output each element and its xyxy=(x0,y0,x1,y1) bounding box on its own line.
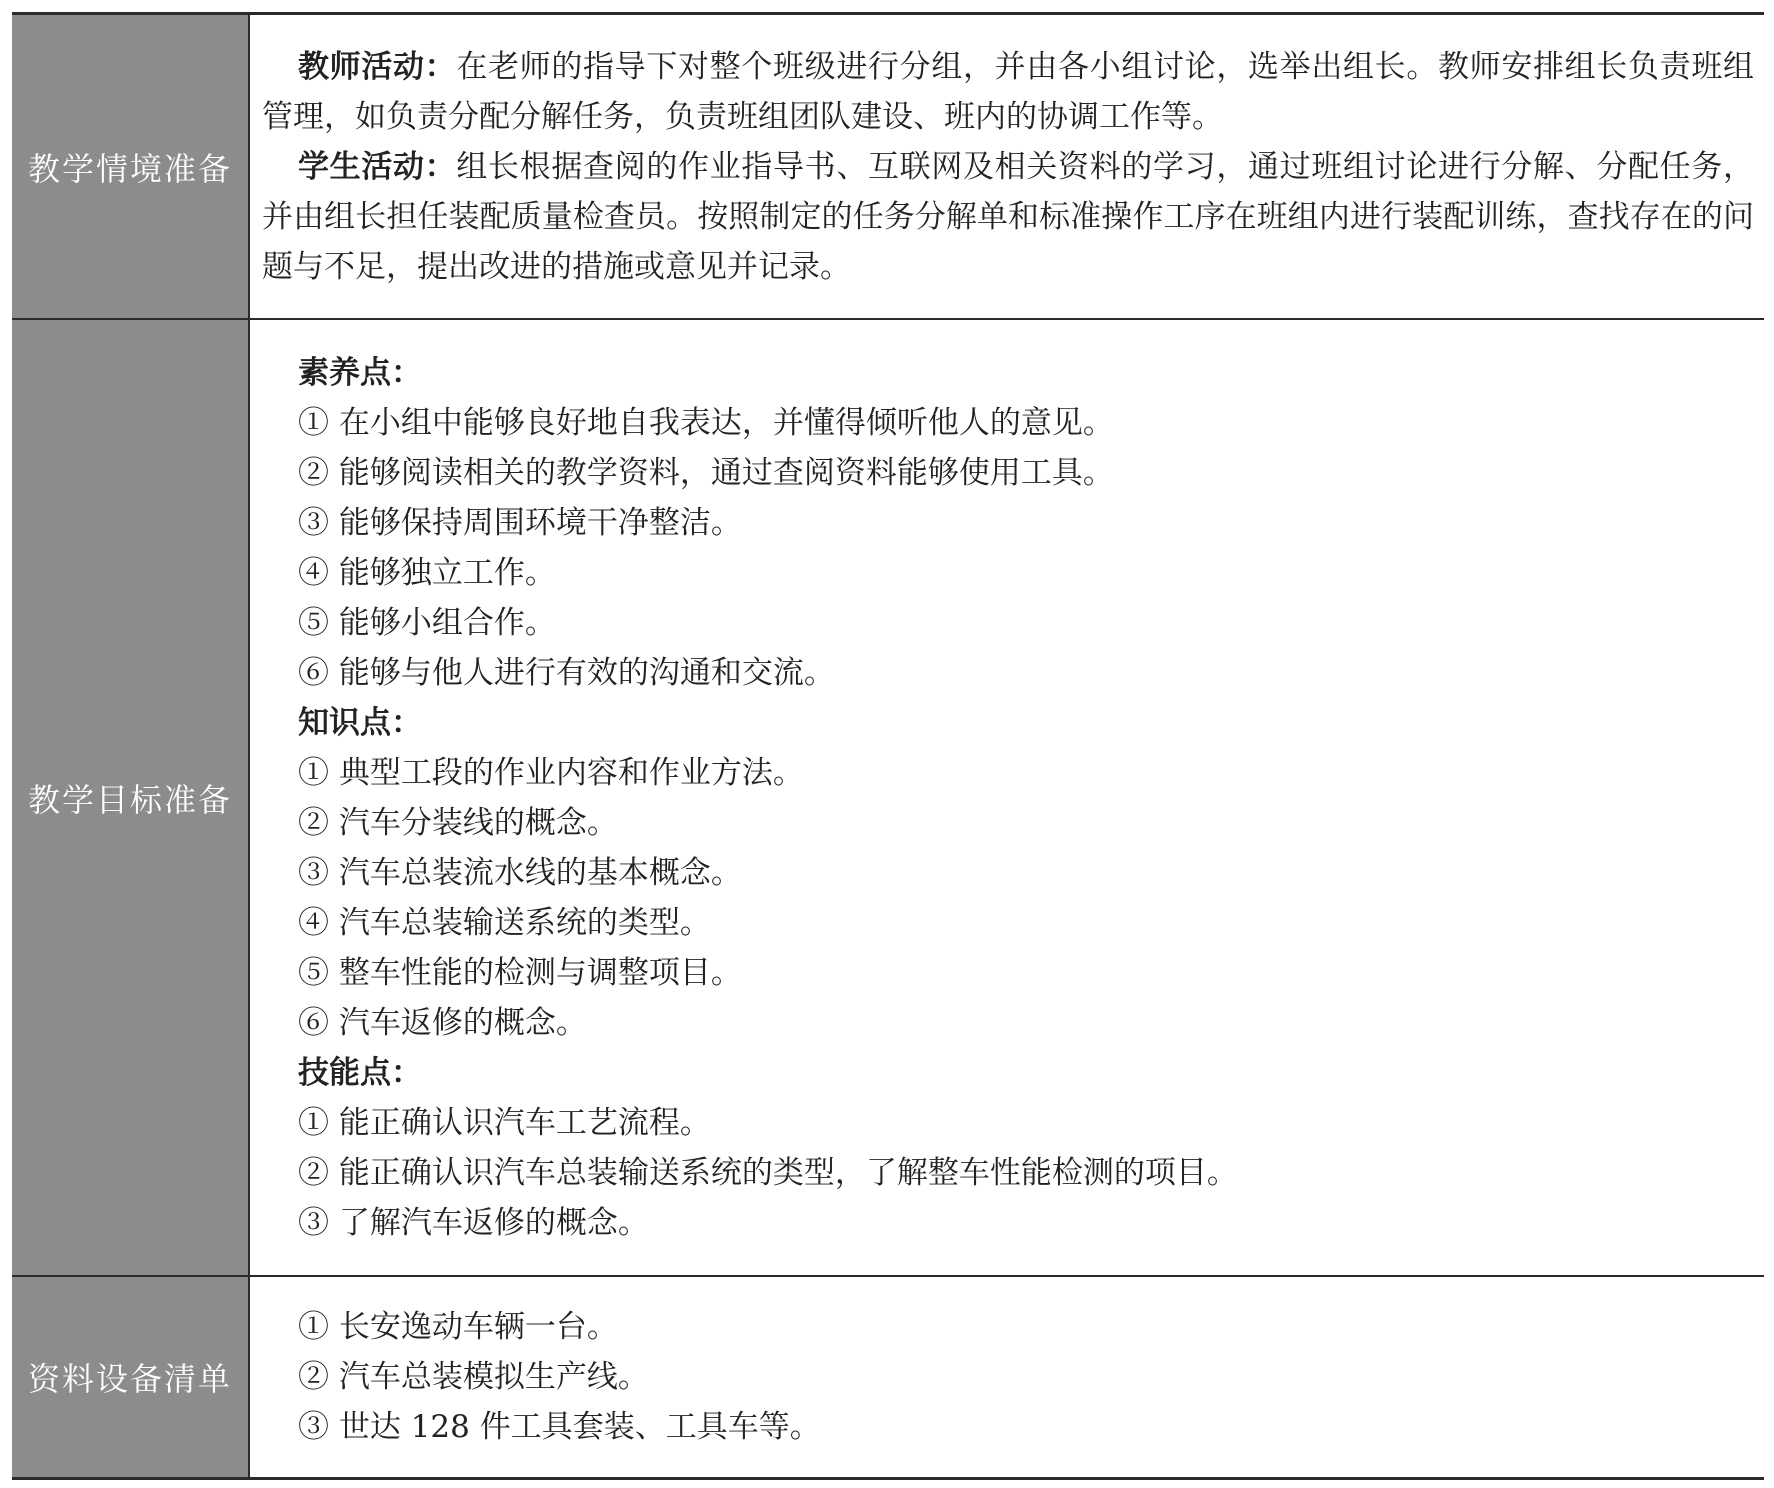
teacher-activity-keyword: 教师活动： xyxy=(298,48,457,85)
list-item: ① 能正确认识汽车工艺流程。 xyxy=(298,1104,711,1141)
list-item: ③ 世达 128 件工具套装、工具车等。 xyxy=(298,1409,821,1445)
literacy-heading: 素养点： xyxy=(298,354,422,391)
student-activity-keyword: 学生活动： xyxy=(298,148,457,185)
list-item: ⑤ 整车性能的检测与调整项目。 xyxy=(298,954,742,991)
list-item: ⑥ 能够与他人进行有效的沟通和交流。 xyxy=(298,654,835,691)
list-item: ③ 汽车总装流水线的基本概念。 xyxy=(298,854,742,891)
row-label: 资料设备清单 xyxy=(12,1276,249,1479)
row-content xyxy=(249,1276,1764,1479)
row-content xyxy=(249,14,1764,320)
list-item: ① 典型工段的作业内容和作业方法。 xyxy=(298,754,804,791)
student-activity-text: 组长根据查阅的作业指导书、互联网及相关资料的学习，通过班组讨论进行分解、分配任务，并由组长担任装配质量检查员。按照制定的任务分解单和标准操作工序在班组内进行装配训练，查找存在的问题与不足，提出改进的措施或意见并记录。 xyxy=(262,148,1755,285)
list-item: ② 汽车分装线的概念。 xyxy=(298,804,618,841)
teacher-activity-paragraph xyxy=(262,42,1754,142)
list-item: ③ 了解汽车返修的概念。 xyxy=(298,1204,649,1241)
list-item: ① 在小组中能够良好地自我表达，并懂得倾听他人的意见。 xyxy=(298,404,1114,441)
row-label: 教学目标准备 xyxy=(12,319,249,1276)
skill-heading: 技能点： xyxy=(298,1054,422,1091)
list-item: ⑤ 能够小组合作。 xyxy=(298,604,556,641)
table-row-situation xyxy=(12,14,1764,320)
teacher-activity-text: 在老师的指导下对整个班级进行分组，并由各小组讨论，选举出组长。教师安排组长负责班组管理，如负责分配分解任务，负责班组团队建设、班内的协调工作等。 xyxy=(262,48,1755,135)
list-item: ⑥ 汽车返修的概念。 xyxy=(298,1004,587,1041)
row-label: 教学情境准备 xyxy=(12,14,249,320)
list-item: ② 汽车总装模拟生产线。 xyxy=(298,1359,649,1395)
student-activity-paragraph xyxy=(262,142,1754,292)
list-item: ② 能够阅读相关的教学资料，通过查阅资料能够使用工具。 xyxy=(298,454,1114,491)
table-row-equipment xyxy=(12,1276,1764,1479)
list-item: ② 能正确认识汽车总装输送系统的类型，了解整车性能检测的项目。 xyxy=(298,1154,1238,1191)
table-row-objectives xyxy=(12,319,1764,1276)
knowledge-heading: 知识点： xyxy=(298,704,422,741)
list-item: ① 长安逸动车辆一台。 xyxy=(298,1309,618,1345)
list-item: ④ 能够独立工作。 xyxy=(298,554,556,591)
lesson-prep-table xyxy=(12,12,1764,1480)
list-item: ③ 能够保持周围环境干净整洁。 xyxy=(298,504,742,541)
row-content xyxy=(249,319,1764,1276)
list-item: ④ 汽车总装输送系统的类型。 xyxy=(298,904,711,941)
